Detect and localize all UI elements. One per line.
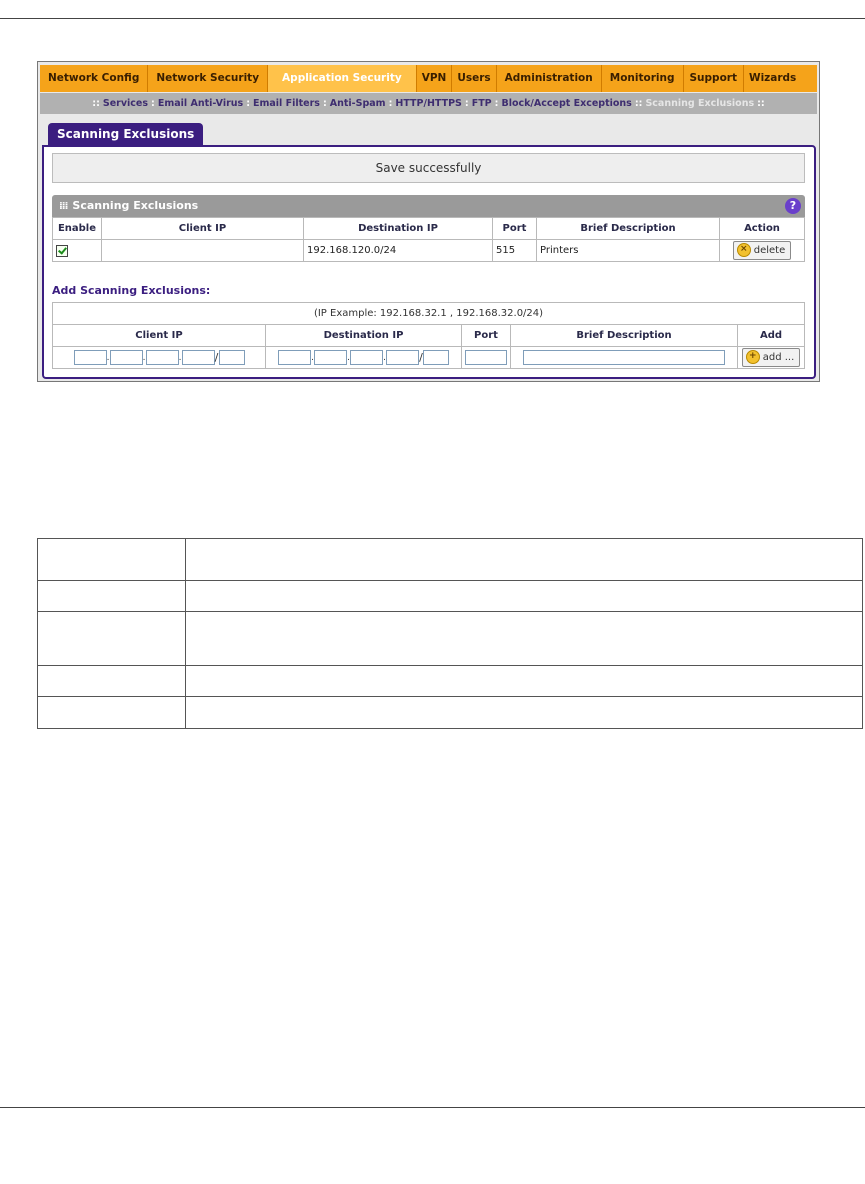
- port-input-cell: [462, 347, 511, 369]
- add-button[interactable]: [742, 348, 801, 367]
- add-col-add: Add: [738, 325, 805, 347]
- client-ip-octet-1[interactable]: [74, 350, 107, 365]
- sub-nav: :: Services : Email Anti-Virus : Email Filters : Anti-Spam : HTTP/HTTPS : FTP : Block/Accept Exceptions :: Scanning Exclusions ::: [40, 93, 817, 114]
- destination-ip-octet-2[interactable]: [314, 350, 347, 365]
- doc-table-cell: [38, 697, 186, 729]
- add-icon: +: [746, 350, 760, 364]
- client-ip-octet-4[interactable]: [182, 350, 215, 365]
- subnav-http-https[interactable]: HTTP/HTTPS: [395, 98, 462, 109]
- subnav-block-accept-exceptions[interactable]: Block/Accept Exceptions: [501, 98, 632, 109]
- subnav-scanning-exclusions[interactable]: Scanning Exclusions: [645, 98, 755, 109]
- nav-vpn[interactable]: VPN: [417, 65, 453, 92]
- page-top-rule: [0, 18, 865, 19]
- nav-monitoring[interactable]: Monitoring: [602, 65, 684, 92]
- nav-wizards[interactable]: Wizards: [748, 72, 797, 84]
- ui-screenshot: [37, 61, 820, 382]
- doc-table-cell: [186, 697, 863, 729]
- document-table: [37, 538, 863, 729]
- nav-support[interactable]: Support: [684, 65, 744, 92]
- col-client-ip: Client IP: [102, 218, 304, 240]
- add-col-destination-ip: Destination IP: [266, 325, 462, 347]
- subnav-anti-spam[interactable]: Anti-Spam: [329, 98, 386, 109]
- doc-table-cell: [186, 666, 863, 697]
- destination-ip-octet-1[interactable]: [278, 350, 311, 365]
- doc-table-cell: [186, 612, 863, 666]
- top-nav: [40, 65, 817, 92]
- enable-cell: [53, 240, 102, 262]
- subnav-ftp[interactable]: FTP: [471, 98, 492, 109]
- destination-ip-inputs: . . . /: [266, 347, 462, 369]
- col-port: Port: [493, 218, 537, 240]
- doc-table-cell: [38, 539, 186, 581]
- add-section-title: Add Scanning Exclusions:: [52, 284, 211, 297]
- doc-table-cell: [186, 539, 863, 581]
- col-action: Action: [720, 218, 805, 240]
- nav-network-config[interactable]: Network Config: [40, 65, 148, 92]
- description-cell: Printers: [537, 240, 720, 262]
- client-ip-octet-3[interactable]: [146, 350, 179, 365]
- doc-table-cell: [38, 581, 186, 612]
- add-header-row: [53, 325, 805, 347]
- add-col-brief-description: Brief Description: [511, 325, 738, 347]
- description-input-cell: [511, 347, 738, 369]
- table-header-row: [53, 218, 805, 240]
- nav-administration[interactable]: Administration: [497, 65, 602, 92]
- destination-ip-mask[interactable]: [423, 350, 449, 365]
- grip-icon: ⁞⁞⁞: [59, 201, 68, 212]
- section-title: Scanning Exclusions: [72, 199, 199, 212]
- enable-checkbox[interactable]: [56, 245, 68, 257]
- add-col-client-ip: Client IP: [53, 325, 266, 347]
- add-input-row: [53, 347, 805, 369]
- port-cell: 515: [493, 240, 537, 262]
- description-input[interactable]: [523, 350, 725, 365]
- section-header: [52, 195, 805, 217]
- tab-scanning-exclusions[interactable]: Scanning Exclusions: [48, 123, 203, 145]
- subnav-email-anti-virus[interactable]: Email Anti-Virus: [157, 98, 244, 109]
- ip-example-note: (IP Example: 192.168.32.1 , 192.168.32.0/24): [53, 303, 805, 325]
- subnav-email-filters[interactable]: Email Filters: [253, 98, 320, 109]
- page-bottom-rule: [0, 1107, 865, 1108]
- content-panel: [42, 145, 816, 379]
- action-cell: [720, 240, 805, 262]
- delete-icon: ×: [737, 243, 751, 257]
- help-icon[interactable]: ?: [785, 198, 801, 214]
- doc-table-cell: [38, 666, 186, 697]
- col-enable: Enable: [53, 218, 102, 240]
- table-row: [53, 240, 805, 262]
- col-brief-description: Brief Description: [537, 218, 720, 240]
- destination-ip-cell: 192.168.120.0/24: [304, 240, 493, 262]
- delete-label: delete: [753, 245, 786, 256]
- nav-users[interactable]: Users: [452, 65, 496, 92]
- doc-table-cell: [186, 581, 863, 612]
- add-col-port: Port: [462, 325, 511, 347]
- col-destination-ip: Destination IP: [304, 218, 493, 240]
- delete-button[interactable]: [733, 241, 792, 260]
- client-ip-inputs: . . . /: [53, 347, 266, 369]
- add-cell: [738, 347, 805, 369]
- doc-table-cell: [38, 612, 186, 666]
- add-exclusions-table: [52, 302, 805, 369]
- port-input[interactable]: [465, 350, 507, 365]
- destination-ip-octet-3[interactable]: [350, 350, 383, 365]
- nav-application-security[interactable]: Application Security: [268, 65, 417, 92]
- status-message: Save successfully: [52, 153, 805, 183]
- add-label: add ...: [762, 352, 795, 363]
- client-ip-mask[interactable]: [219, 350, 245, 365]
- subnav-services[interactable]: Services: [102, 98, 149, 109]
- exclusions-table: [52, 217, 805, 262]
- nav-network-security[interactable]: Network Security: [148, 65, 268, 92]
- client-ip-octet-2[interactable]: [110, 350, 143, 365]
- destination-ip-octet-4[interactable]: [386, 350, 419, 365]
- client-ip-cell: [102, 240, 304, 262]
